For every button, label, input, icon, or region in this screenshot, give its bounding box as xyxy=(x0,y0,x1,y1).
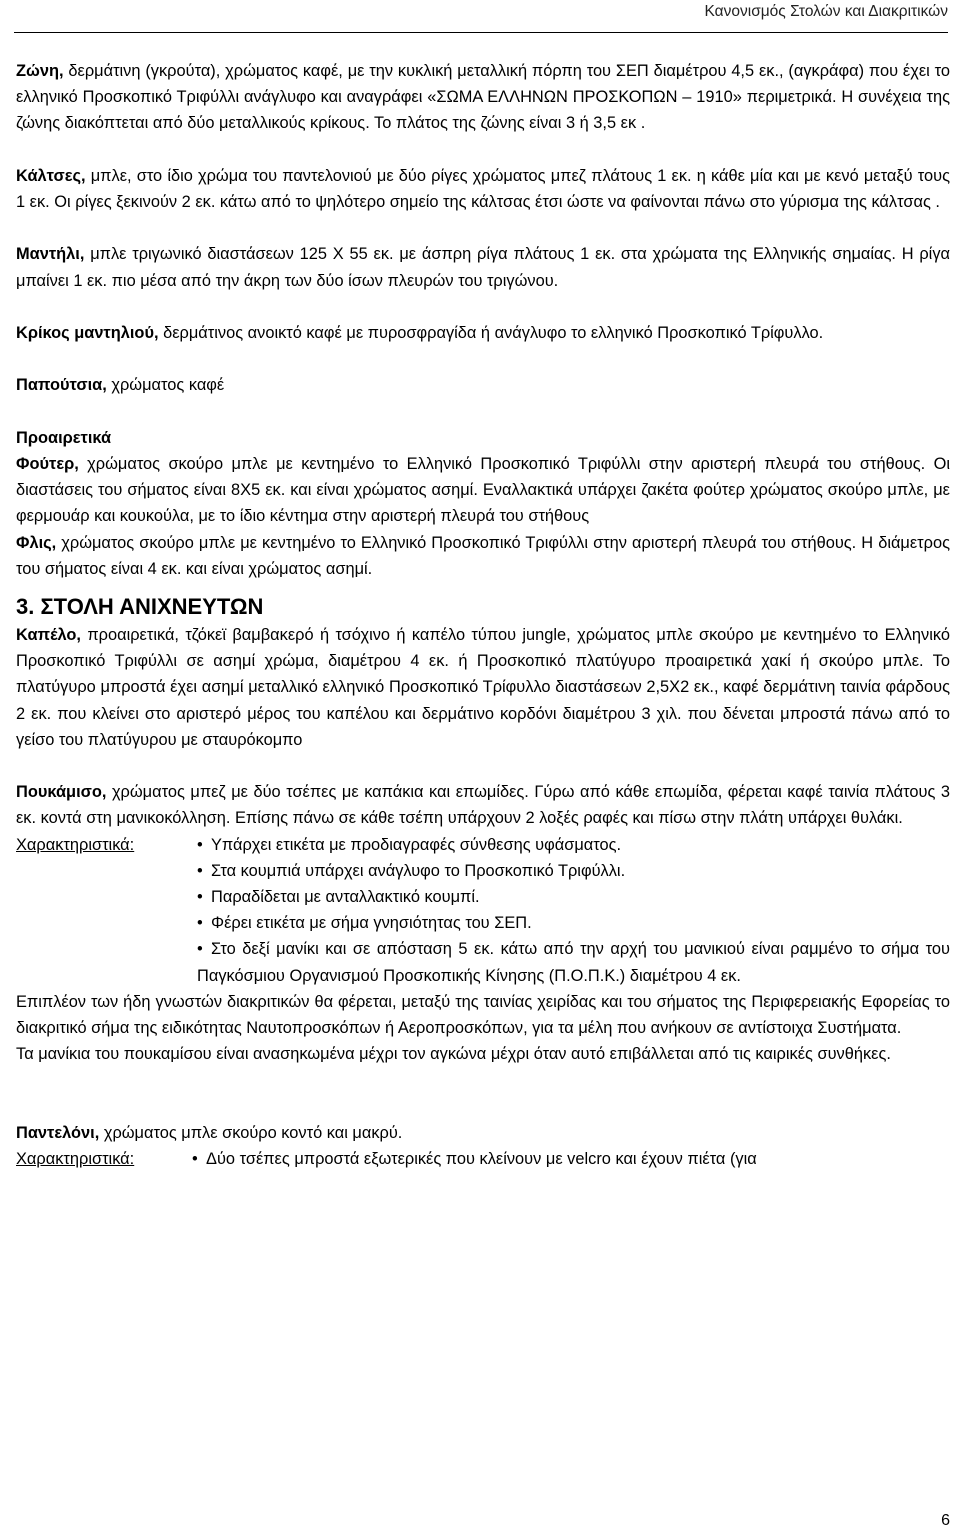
document-body xyxy=(16,58,950,1172)
term-mantili: Μαντήλι, xyxy=(16,245,85,264)
paragraph-fouter: Φούτερ, χρώματος σκούρο μπλε με κεντημένο το Ελληνικό Προσκοπικό Τριφύλλι στην αριστερή πλευρά του στήθους. Οι διαστάσεις του σήματος είναι 8Χ5 εκ. και είναι χρώματος ασημί. Εναλλακτικά υπάρχει ζακέτα φούτερ χρώματος σκούρο μπλε, με φερμουάρ και κουκούλα, με το ίδιο κέντημα στην αριστερή πλευρά του στήθους xyxy=(16,454,950,526)
term-kapelo: Καπέλο, xyxy=(16,625,81,644)
bullet-icon: • xyxy=(197,940,203,959)
characteristics-list xyxy=(197,832,950,989)
paragraph-extra-insignia: Επιπλέον των ήδη γνωστών διακριτικών θα φέρεται, μεταξύ της ταινίας χειρίδας και του σήματος της Περιφερειακής Εφορείας το διακριτικό σήμα της ειδικότητας Ναυτοπροσκόπων ή Αεροπροσκόπων, για τα μέλη που ανήκουν σε αντίστοιχα Συστήματα. xyxy=(16,992,950,1038)
characteristics-block xyxy=(16,832,950,989)
paragraph-panteloni: Παντελόνι, χρώματος μπλε σκούρο κοντό και μακρύ. xyxy=(16,1123,403,1142)
term-kaltses: Κάλτσες, xyxy=(16,166,86,185)
term-zoni: Ζώνη, xyxy=(16,62,64,80)
header-divider xyxy=(14,32,948,33)
bullet-icon: • xyxy=(192,1150,198,1168)
term-panteloni: Παντελόνι, xyxy=(16,1123,100,1142)
page-number: 6 xyxy=(941,1512,950,1529)
running-header: Κανονισμός Στολών και Διακριτικών xyxy=(704,3,948,20)
term-papoutsia: Παπούτσια, xyxy=(16,376,107,395)
paragraph-papoutsia: Παπούτσια, χρώματος καφέ xyxy=(16,376,225,395)
paragraph-poukamiso: Πουκάμισο, χρώματος μπεζ με δύο τσέπες με καπάκια και επωμίδες. Γύρω από κάθε επωμίδα, φέρεται καφέ ταινία πλάτους 3 εκ. κοντά στη μανικοκόλληση. Επίσης πάνω σε κάθε τσέπη υπάρχουν 2 λοξές ραφές και πίσω στην πλάτη υπάρχει θυλάκι. xyxy=(16,783,950,828)
paragraph-sleeves: Τα μανίκια του πουκαμίσου είναι ανασηκωμένα μέχρι τον αγκώνα μέχρι όταν αυτό επιβάλλεται από τις καιρικές συνθήκες. xyxy=(16,1045,891,1064)
panteloni-characteristics xyxy=(16,1146,950,1172)
paragraph-krikos: Κρίκος μαντηλιού, δερμάτινος ανοικτό καφέ με πυροσφραγίδα ή ανάγλυφο το ελληνικό Προσκοπικό Τρίφυλλο. xyxy=(16,323,824,342)
list-item: • Παραδίδεται με ανταλλακτικό κουμπί. xyxy=(197,884,950,910)
paragraph-zoni: Ζώνη, δερμάτινη (γκρούτα), χρώματος καφέ, με την κυκλική μεταλλική πόρπη του ΣΕΠ διαμέτρου 4,5 εκ., (αγκράφα) που έχει το ελληνικό Προσκοπικό Τριφύλλι ανάγλυφο και αναγράφει «ΣΩΜΑ ΕΛΛΗΝΩΝ ΠΡΟΣΚΟΠΩΝ – 1910» περιμετρικά. Η συνέχεια της ζώνης διακόπτεται από δύο μεταλλικούς κρίκους. Το πλάτος της ζώνης είναι 3 ή 3,5 εκ . xyxy=(16,62,950,133)
term-krikos: Κρίκος μαντηλιού, xyxy=(16,323,159,342)
paragraph-kaltses: Κάλτσες, μπλε, στο ίδιο χρώμα του παντελονιού με δύο ρίγες χρώματος μπεζ πλάτους 1 εκ. η κάθε μία και με κενό μεταξύ τους 1 εκ. Οι ρίγες ξεκινούν 2 εκ. κάτω από το ψηλότερο σημείο της κάλτσας έτσι ώστε να φαίνονται πάνω στο γύρισμα της κάλτσας . xyxy=(16,166,950,211)
section-heading: 3. ΣΤΟΛΗ ΑΝΙΧΝΕΥΤΩΝ xyxy=(16,593,264,619)
paragraph-flis: Φλις, χρώματος σκούρο μπλε με κεντημένο το Ελληνικό Προσκοπικό Τριφύλλι στην αριστερή πλευρά του στήθους. Η διάμετρος του σήματος είναι 4 εκ. και είναι χρώματος ασημί. xyxy=(16,533,950,578)
bullet-icon: • xyxy=(197,914,203,933)
optional-heading: Προαιρετικά xyxy=(16,428,112,447)
term-poukamiso: Πουκάμισο, xyxy=(16,783,107,802)
panteloni-characteristics-label: Χαρακτηριστικά: xyxy=(16,1150,135,1168)
bullet-icon: • xyxy=(197,888,203,906)
list-item: • Υπάρχει ετικέτα με προδιαγραφές σύνθεσης υφάσματος. xyxy=(197,832,950,858)
bullet-icon: • xyxy=(197,861,203,880)
term-flis: Φλις, xyxy=(16,533,57,552)
list-item: • Στα κουμπιά υπάρχει ανάγλυφο το Προσκοπικό Τριφύλλι. xyxy=(197,858,950,884)
list-item: • Στο δεξί μανίκι και σε απόσταση 5 εκ. κάτω από την αρχή του μανικιού είναι ραμμένο το σήμα του Παγκόσμιου Οργανισμού Προσκοπικής Κίνησης (Π.Ο.Π.Κ.) διαμέτρου 4 εκ. xyxy=(197,936,950,988)
bullet-icon: • xyxy=(197,835,203,854)
list-item: • Φέρει ετικέτα με σήμα γνησιότητας του ΣΕΠ. xyxy=(197,910,950,936)
paragraph-mantili: Μαντήλι, μπλε τριγωνικό διαστάσεων 125 Χ 55 εκ. με άσπρη ρίγα πλάτους 1 εκ. στα χρώματα της Ελληνικής σημαίας. Η ρίγα μπαίνει 1 εκ. πιο μέσα από την άκρη των δύο ίσων πλευρών του τριγώνου. xyxy=(16,245,950,290)
list-item: • Δύο τσέπες μπροστά εξωτερικές που κλείνουν με velcro και έχουν πιέτα (για xyxy=(192,1146,950,1172)
characteristics-label: Χαρακτηριστικά: xyxy=(16,835,135,854)
term-fouter: Φούτερ, xyxy=(16,454,79,473)
paragraph-kapelo: Καπέλο, προαιρετικά, τζόκεϊ βαμβακερό ή τσόχινο ή καπέλο τύπου jungle, χρώματος μπλε σκούρο με κεντημένο το Ελληνικό Προσκοπικό Τριφύλλι σε ασημί χρώμα, διαμέτρου 4 εκ. ή Προσκοπικό πλατύγυρο προαιρετικά χακί ή σκούρο μπλε. Το πλατύγυρο μπροστά έχει ασημί μεταλλικό ελληνικό Προσκοπικό Τρίφυλλο διαστάσεων 2,5Χ2 εκ., καφέ δερμάτινη ταινία φάρδους 2 εκ. που κλείνει στο αριστερό μέρος του καπέλου και δερμάτινο κορδόνι διαμέτρου 3 χιλ. που δένεται μπροστά πάνω από το γείσο του πλατύγυρου με σταυρόκομπο xyxy=(16,625,950,749)
